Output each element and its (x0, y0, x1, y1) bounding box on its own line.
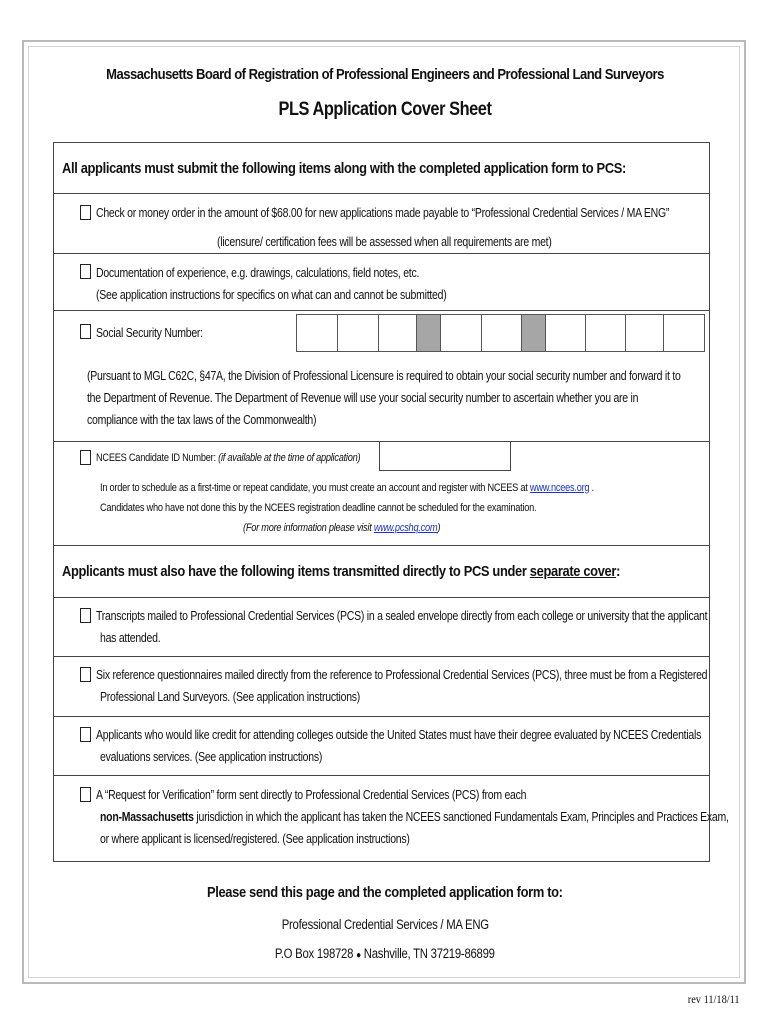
ssn-digit-cell[interactable] (482, 315, 522, 351)
references-text-cont: Professional Land Surveyors. (See application instructions) (100, 690, 361, 704)
ssn-separator-cell (522, 315, 546, 351)
fee-text: Check or money order in the amount of $68.00 for new applications made payable to “Professional Credential Services / MA ENG” (96, 206, 670, 220)
ncees-label-line (96, 452, 360, 464)
divider (53, 716, 710, 717)
ncees-info-line2: Candidates who have not done this by the NCEES registration deadline cannot be scheduled for the examination. (100, 502, 537, 514)
section2-title-text: Applicants must also have the following items transmitted directly to PCS under (62, 563, 527, 580)
section1-title: All applicants must submit the following items along with the completed application form to PCS: (62, 160, 626, 177)
ncees-id-input[interactable] (379, 441, 511, 471)
ssn-digit-cell[interactable] (626, 315, 664, 351)
address-wrap (0, 945, 770, 963)
ncees-label-note: (if available at the time of application) (218, 452, 361, 464)
divider (53, 253, 710, 254)
ssn-digit-cell[interactable] (441, 315, 482, 351)
ncees-info-line3 (243, 522, 440, 534)
pcshq-link[interactable]: www.pcshq.com (373, 522, 438, 534)
divider (53, 597, 710, 598)
ssn-label: Social Security Number: (96, 326, 203, 340)
ssn-note-line2: the Department of Revenue. The Department of Revenue will use your social security number to ascertain whether you are in (87, 391, 639, 405)
address-line (275, 946, 495, 961)
ssn-digit-cell[interactable] (297, 315, 338, 351)
section2-title (62, 563, 620, 580)
ssn-separator-cell (417, 315, 441, 351)
divider (53, 310, 710, 311)
section2-title-colon: : (616, 563, 621, 580)
ssn-checkbox[interactable] (80, 324, 91, 339)
pcs-info-text: (For more information please visit (243, 522, 372, 534)
board-name: Massachusetts Board of Registration of Professional Engineers and Professional Land Surveyors (106, 66, 664, 83)
ncees-checkbox[interactable] (80, 450, 91, 465)
ssn-digit-cell[interactable] (379, 315, 417, 351)
experience-note: (See application instructions for specifics on what can and cannot be submitted) (96, 288, 447, 302)
transcripts-text: Transcripts mailed to Professional Credential Services (PCS) in a sealed envelope directly from each college or university that the applicant (96, 609, 708, 623)
pcs-info-punct: ) (437, 522, 441, 534)
foreign-degree-text-cont: evaluations services. (See application instructions) (100, 750, 323, 764)
bullet-icon: ● (356, 950, 362, 961)
ssn-digit-cell[interactable] (664, 315, 704, 351)
revision-date: rev 11/18/11 (688, 994, 740, 1006)
transcripts-checkbox[interactable] (80, 608, 91, 623)
verification-text-cont (100, 810, 729, 824)
foreign-degree-text: Applicants who would like credit for attending colleges outside the United States must have their degree evaluated by NCEES Credentials (96, 728, 702, 742)
page-title: PLS Application Cover Sheet (278, 99, 492, 120)
section2-title-underlined: separate cover (529, 563, 617, 580)
divider (53, 545, 710, 546)
non-ma-emphasis: non-Massachusetts (100, 810, 194, 824)
ncees-label: NCEES Candidate ID Number: (96, 452, 216, 464)
ssn-note-line3: compliance with the tax laws of the Commonwealth) (87, 413, 317, 427)
divider (53, 656, 710, 657)
divider (53, 775, 710, 776)
ncees-info-text: In order to schedule as a first-time or repeat candidate, you must create an account and register with NCEES at (100, 482, 528, 494)
verification-text: A “Request for Verification” form sent directly to Professional Credential Services (PCS) from each (96, 788, 527, 802)
recipient-wrap (0, 916, 770, 934)
experience-text: Documentation of experience, e.g. drawings, calculations, field notes, etc. (96, 266, 420, 280)
fee-note: (licensure/ certification fees will be assessed when all requirements are met) (217, 235, 552, 249)
experience-checkbox[interactable] (80, 264, 91, 279)
city-state-zip: Nashville, TN 37219-86899 (363, 946, 495, 961)
ssn-input-grid[interactable] (296, 314, 705, 352)
verification-text-cont2: or where applicant is licensed/registered. (See application instructions) (100, 832, 410, 846)
verification-checkbox[interactable] (80, 787, 91, 802)
transcripts-text-cont: has attended. (100, 631, 161, 645)
recipient-org: Professional Credential Services / MA ENG (281, 917, 489, 932)
divider (53, 193, 710, 194)
references-text: Six reference questionnaires mailed directly from the reference to Professional Credential Services (PCS), three must be from a Registered (96, 668, 708, 682)
ncees-info-line1 (100, 482, 594, 494)
foreign-degree-checkbox[interactable] (80, 727, 91, 742)
references-checkbox[interactable] (80, 667, 91, 682)
send-instructions: Please send this page and the completed application form to: (207, 884, 563, 901)
ncees-info-punct: . (591, 482, 594, 494)
po-box: P.O Box 198728 (275, 946, 354, 961)
ssn-digit-cell[interactable] (586, 315, 626, 351)
ssn-digit-cell[interactable] (546, 315, 586, 351)
verification-text-rest: jurisdiction in which the applicant has taken the NCEES sanctioned Fundamentals Exam, Principles and Practices Exam, (193, 810, 729, 824)
ncees-link[interactable]: www.ncees.org (529, 482, 590, 494)
send-instructions-wrap (0, 884, 770, 902)
ssn-digit-cell[interactable] (338, 315, 379, 351)
fee-checkbox[interactable] (80, 205, 91, 220)
ssn-note-line1: (Pursuant to MGL C62C, §47A, the Division of Professional Licensure is required to obtain your social security number and forward it to (87, 369, 681, 383)
